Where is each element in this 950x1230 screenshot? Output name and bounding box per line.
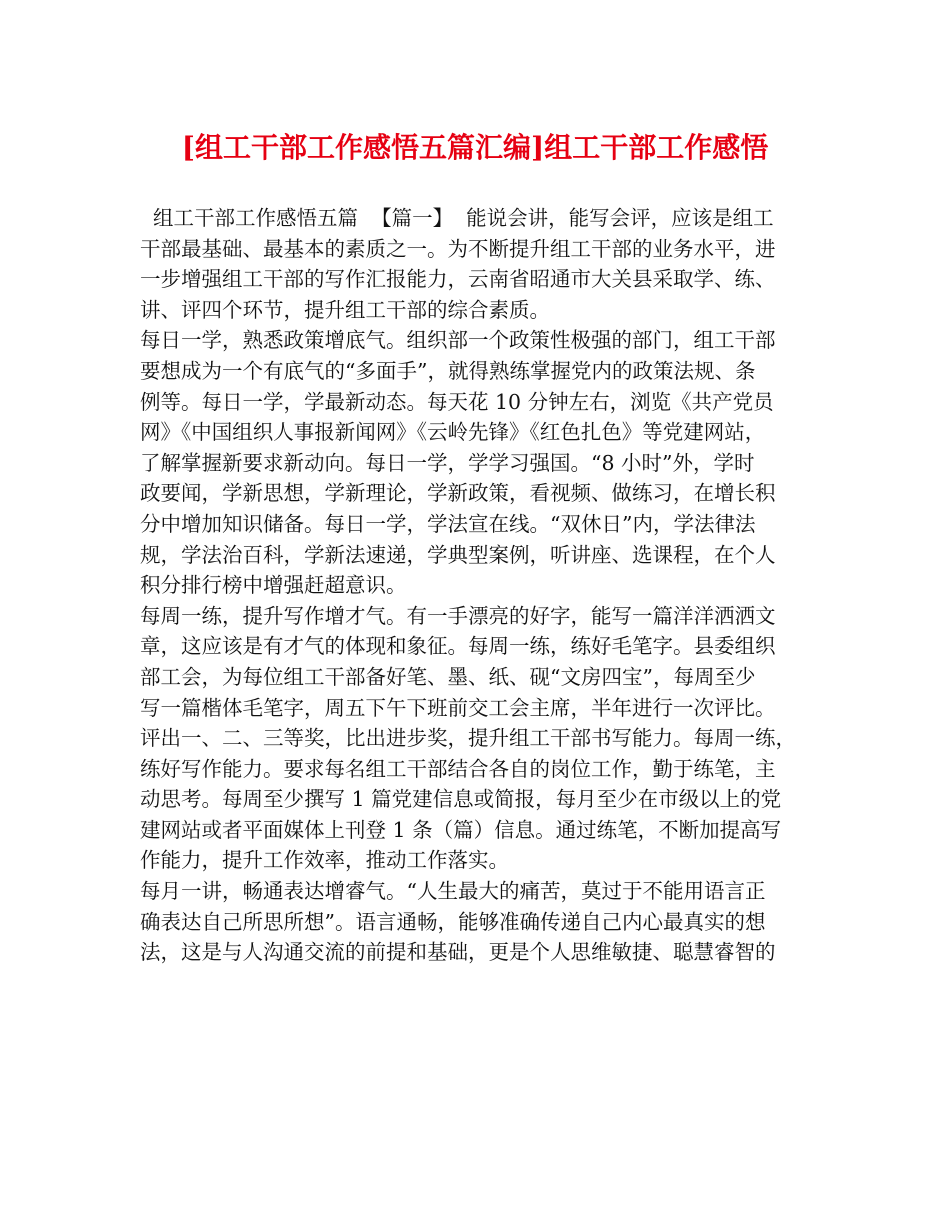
- document-body: [140, 203, 820, 968]
- body-line: 评出一、二、三等奖，比出进步奖，提升组工干部书写能力。每周一练，: [140, 726, 796, 751]
- body-line: 每周一练，提升写作增才气。有一手漂亮的好字，能写一篇洋洋洒洒文: [140, 603, 776, 628]
- body-line: 每月一讲，畅通表达增睿气。“人生最大的痛苦，莫过于不能用语言正: [140, 879, 766, 904]
- body-line: 每日一学，熟悉政策增底气。组织部一个政策性极强的部门，组工干部: [140, 328, 776, 353]
- body-line: 组工干部工作感悟五篇 【篇一】 能说会讲，能写会评，应该是组工: [140, 206, 774, 230]
- body-line: 积分排行榜中增强赶超意识。: [140, 573, 407, 598]
- body-line: 确表达自己所思所想”。语言通畅，能够准确传递自己内心最真实的想: [140, 909, 766, 934]
- body-line: 了解掌握新要求新动向。每日一学，学学习强国。“8 小时”外，学时: [140, 450, 755, 475]
- body-line: 一步增强组工干部的写作汇报能力，云南省昭通市大关县采取学、练、: [140, 267, 776, 292]
- body-line: 规，学法治百科，学新法速递，学典型案例，听讲座、选课程，在个人: [140, 542, 776, 567]
- body-line: 章，这应该是有才气的体现和象征。每周一练，练好毛笔字。县委组织: [140, 634, 776, 659]
- body-line: 政要闻，学新思想，学新理论，学新政策，看视频、做练习，在增长积: [140, 481, 776, 506]
- body-line: 分中增加知识储备。每日一学，学法宣在线。“双休日”内，学法律法: [140, 511, 756, 536]
- body-line: 作能力，提升工作效率，推动工作落实。: [140, 848, 509, 873]
- body-line: 动思考。每周至少撰写 1 篇党建信息或简报，每月至少在市级以上的党: [140, 787, 782, 812]
- document-title: [组工干部工作感悟五篇汇编]组工干部工作感悟: [181, 131, 769, 164]
- body-line: 写一篇楷体毛笔字，周五下午下班前交工会主席，半年进行一次评比。: [140, 695, 776, 720]
- body-line: 练好写作能力。要求每名组工干部结合各自的岗位工作，勤于练笔，主: [140, 756, 776, 781]
- body-line: 讲、评四个环节，提升组工干部的综合素质。: [140, 297, 550, 322]
- body-line: 要想成为一个有底气的“多面手”，就得熟练掌握党内的政策法规、条: [140, 358, 756, 383]
- body-line: 网》《中国组织人事报新闻网》《云岭先锋》《红色扎色》等党建网站，: [140, 420, 766, 445]
- body-line: 例等。每日一学，学最新动态。每天花 10 分钟左右，浏览《共产党员: [140, 389, 774, 414]
- body-line: 法，这是与人沟通交流的前提和基础，更是个人思维敏捷、聪慧睿智的: [140, 940, 776, 965]
- body-line: 建网站或者平面媒体上刊登 1 条（篇）信息。通过练笔，不断加提高写: [140, 817, 782, 842]
- body-line: 干部最基础、最基本的素质之一。为不断提升组工干部的业务水平，进: [140, 236, 776, 261]
- body-line: 部工会，为每位组工干部备好笔、墨、纸、砚“文房四宝”，每周至少: [140, 664, 756, 689]
